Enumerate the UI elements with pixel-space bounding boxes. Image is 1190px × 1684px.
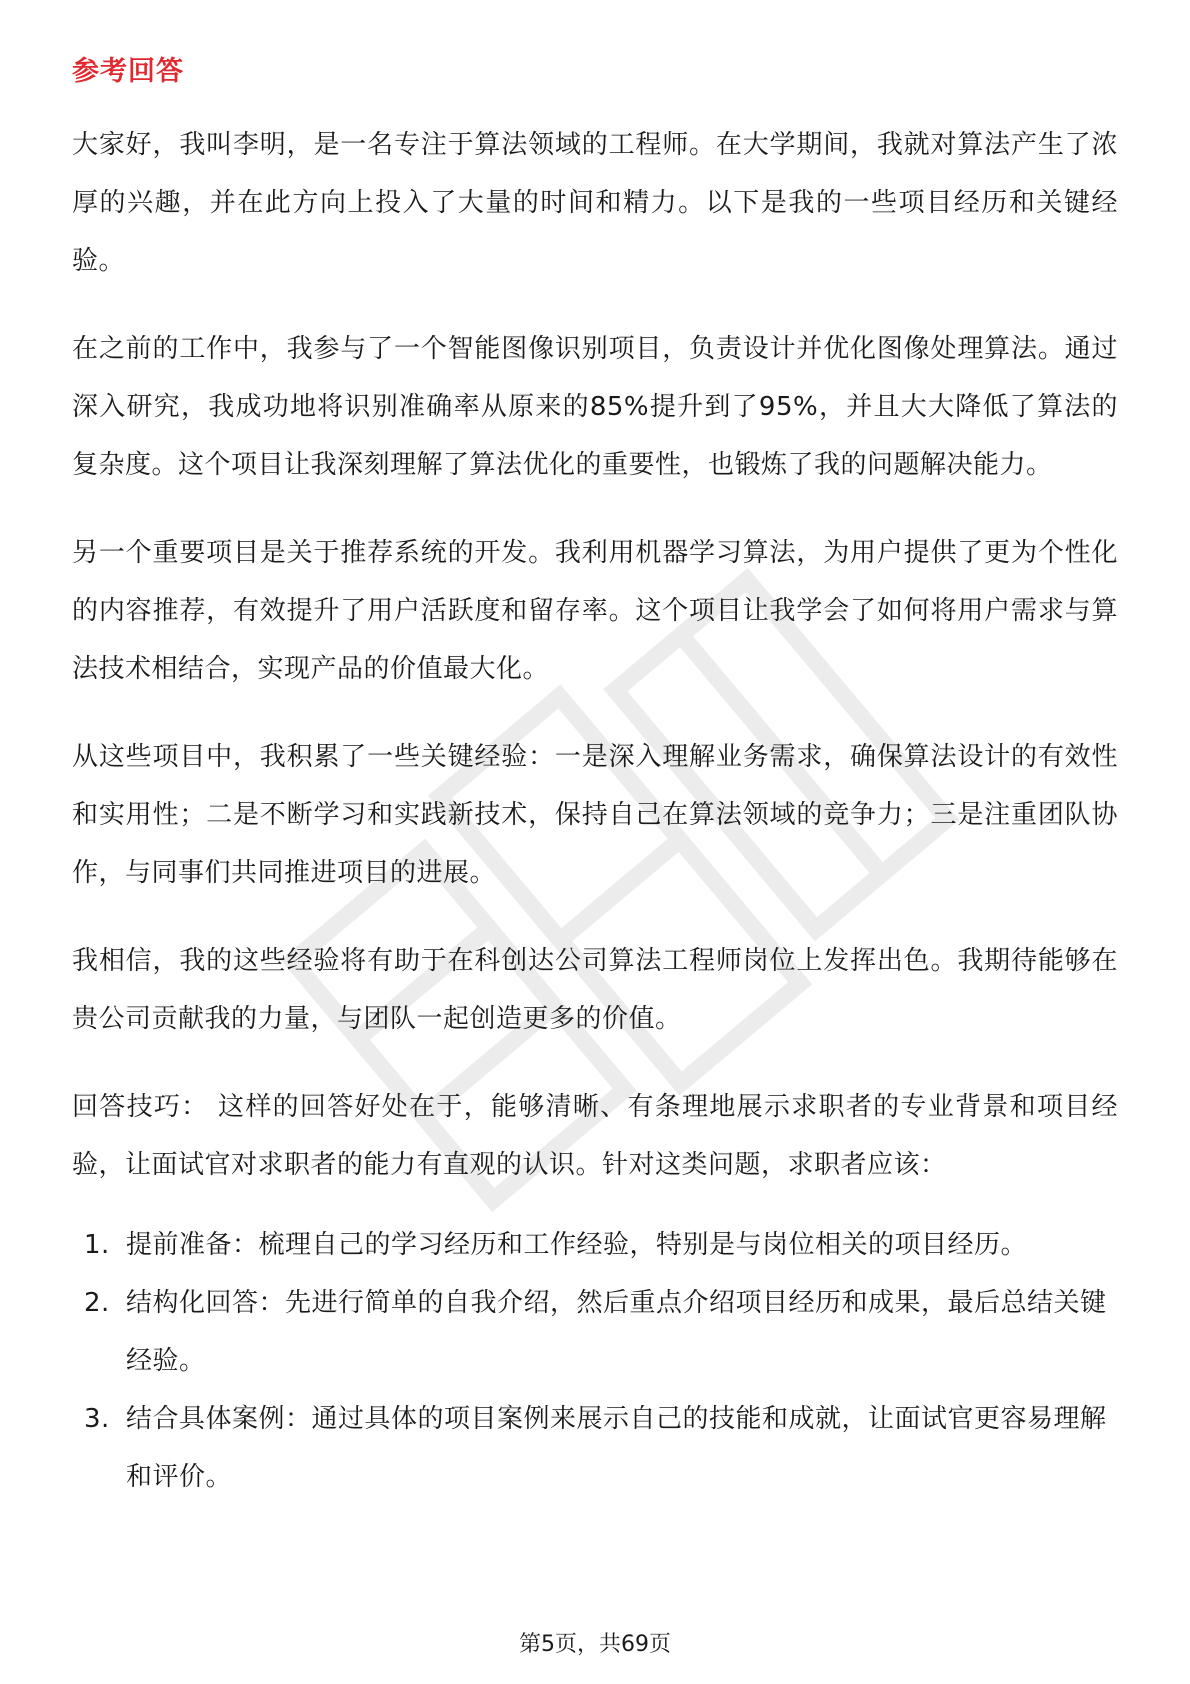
tips-list-item bbox=[72, 1274, 1118, 1390]
tips-paragraph: 回答技巧： 这样的回答好处在于，能够清晰、有条理地展示求职者的专业背景和项目经验，让面试官对求职者的能力有直观的认识。针对这类问题，求职者应该： bbox=[72, 1092, 1118, 1180]
list-number: 2. bbox=[84, 1288, 110, 1318]
list-number: 1. bbox=[84, 1230, 110, 1260]
answer-paragraph-1: 大家好，我叫李明，是一名专注于算法领域的工程师。在大学期间，我就对算法产生了浓厚的兴趣，并在此方向上投入了大量的时间和精力。以下是我的一些项目经历和关键经验。 bbox=[72, 130, 1118, 276]
answer-paragraph-3: 另一个重要项目是关于推荐系统的开发。我利用机器学习算法，为用户提供了更为个性化的内容推荐，有效提升了用户活跃度和留存率。这个项目让我学会了如何将用户需求与算法技术相结合，实现产品的价值最大化。 bbox=[72, 538, 1118, 684]
section-heading: 参考回答 bbox=[72, 56, 184, 87]
answer-paragraph-2: 在之前的工作中，我参与了一个智能图像识别项目，负责设计并优化图像处理算法。通过深入研究，我成功地将识别准确率从原来的85%提升到了95%，并且大大降低了算法的复杂度。这个项目让我深刻理解了算法优化的重要性，也锻炼了我的问题解决能力。 bbox=[72, 334, 1118, 480]
list-item-text: 结构化回答：先进行简单的自我介绍，然后重点介绍项目经历和成果，最后总结关键经验。 bbox=[126, 1288, 1107, 1376]
list-item-text: 提前准备：梳理自己的学习经历和工作经验，特别是与岗位相关的项目经历。 bbox=[126, 1230, 1028, 1260]
list-item-text: 结合具体案例：通过具体的项目案例来展示自己的技能和成就，让面试官更容易理解和评价。 bbox=[126, 1404, 1107, 1492]
list-number: 3. bbox=[84, 1404, 110, 1434]
page-footer: 第5页，共69页 bbox=[519, 1632, 671, 1657]
tips-list-item bbox=[72, 1390, 1118, 1506]
tips-list-item bbox=[72, 1216, 1118, 1274]
tips-list bbox=[72, 1216, 1118, 1506]
answer-paragraph-4: 从这些项目中，我积累了一些关键经验：一是深入理解业务需求，确保算法设计的有效性和实用性；二是不断学习和实践新技术，保持自己在算法领域的竞争力；三是注重团队协作，与同事们共同推进项目的进展。 bbox=[72, 742, 1118, 888]
answer-paragraph-5: 我相信，我的这些经验将有助于在科创达公司算法工程师岗位上发挥出色。我期待能够在贵公司贡献我的力量，与团队一起创造更多的价值。 bbox=[72, 946, 1118, 1034]
main-content bbox=[72, 44, 1118, 1506]
